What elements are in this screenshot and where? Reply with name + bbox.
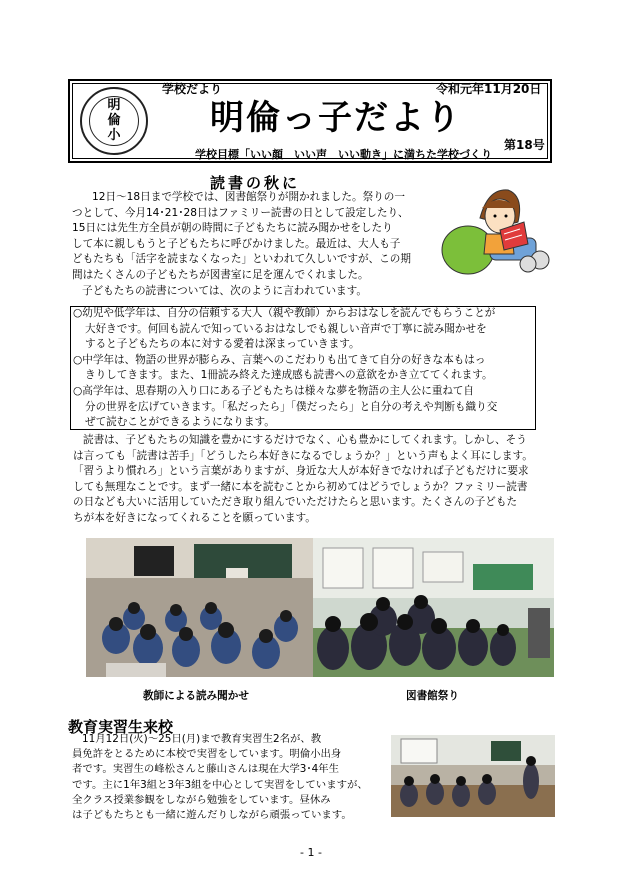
issue-date: 令和元年11月20日 (436, 82, 542, 96)
practicum-heading: 教育実習生来校 (68, 718, 174, 736)
grade-item-lower: ○幼児や低学年は、自分の信頼する大人（親や教師）からおはなしを読んでもらうことが 大好きです。何回も読んで知っているおはなしでも親しい音声で丁寧に読み聞かせを すると子どもたちの本に対する愛着は深まっていきます。 (73, 307, 496, 351)
practicum-body: 11月12日(火)～25日(月)まで教育実習生2名が、教 員免許をとるために本校で実習をしています。明倫小出身 者です。実習生の峰松さんと藤山さんは現在大学3･4年生 です。主に1年3組と3年3組を中心として実習をしていますが、 全クラス授業参観をしながら勉強をしています。昼休み は子どもたちとも一緒に遊んだりしながら頑張っています。 (72, 733, 368, 822)
grade-item-upper: ○高学年は、思春期の入り口にある子どもたちは様々な夢を物語の主人公に重ねて自 分の世界を広げていきます。「私だったら」「僕だったら」と自分の考えや判断も織り交 ぜて読むことができるようになります。 (73, 384, 498, 429)
newsletter-title: 明倫っ子だより (210, 98, 462, 138)
reading-heading: 読書の秋に (210, 174, 301, 192)
grade-reading-list (73, 306, 535, 431)
reading-intro: 12日～18日まで学校では、図書館祭りが開かれました。祭りの一 つとして、今月14･21･28日はファミリー読書の日として設定したり、 15日には先生方全員が朝の時間に子どもたちに読み聞かせをしたり して本に親しもうと子どもたちに呼びかけました。最近は、大人も子 どもたちも「活字を読まなくなった」といわれて久しいですが、この期 間はたくさんの子どもたちが図書室に足を運んでくれました。 子どもたちの読書については、次のように言われています。 (72, 191, 411, 297)
page-number: - 1 - (300, 846, 322, 859)
photo-teacher-read-aloud (86, 538, 313, 677)
issue-number: 第18号 (504, 138, 545, 152)
caption-library-festival: 図書館祭り (406, 690, 459, 702)
caption-teacher-read-aloud: 教師による読み聞かせ (143, 690, 249, 702)
photo-library-festival (313, 538, 554, 677)
reading-closing: 読書は、子どもたちの知識を豊かにするだけでなく、心も豊かにしてくれます。しかし、そう は言っても「読書は苦手」「どうしたら本好きになるでしょうか？」という声もよく耳にします。 「習うより慣れろ」という言葉がありますが、身近な大人が本好きでなければ子どもだけに要求 しても無理なことです。まず一緒に本を読むことから初めてはどうでしょうか？ファミリー読書 の日なども大いに活用していただき取り組んでいただけたらと思います。たくさんの子どもた ちが本を好きになってくれることを願っています。 (73, 434, 533, 524)
school-seal-text: 明 倫 小 (107, 98, 121, 143)
school-motto: 学校目標「いい顔 いい声 いい動き」に満ちた学校づくり (195, 148, 492, 161)
photo-student-teacher-class (391, 735, 555, 817)
grade-item-middle: ○中学年は、物語の世界が膨らみ、言葉へのこだわりも出てきて自分の好きな本もはっ きりしてきます。また、1冊読み終えた達成感も読書への意欲をかき立ててくれます。 (73, 353, 493, 382)
newsletter-label: 学校だより (162, 82, 223, 96)
girl-reading-illustration (440, 178, 560, 278)
